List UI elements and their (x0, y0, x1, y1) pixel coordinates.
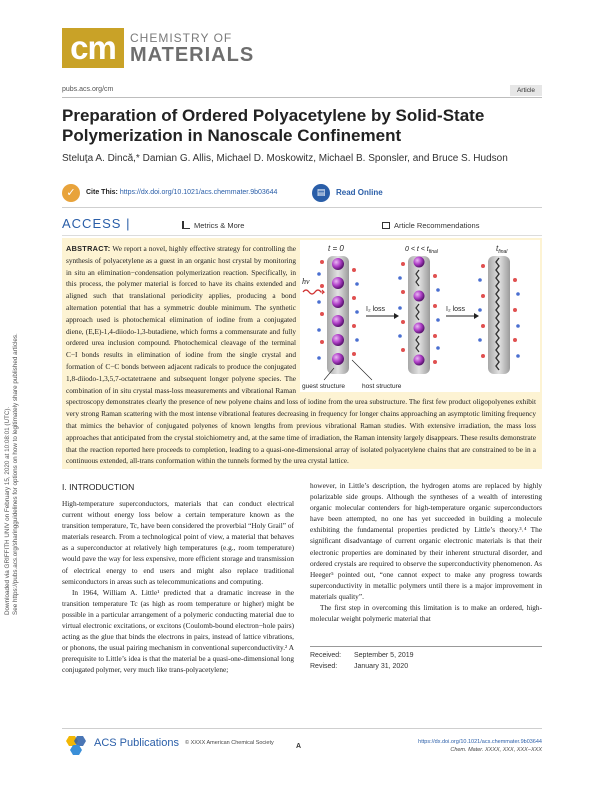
cite-label: Cite This: (86, 189, 118, 196)
intermediate-crystal (398, 256, 440, 374)
article-title: Preparation of Ordered Polyacetylene by Solid-State Polymerization in Nanoscale Confinement (62, 106, 485, 145)
footer-doi-link[interactable]: https://dx.doi.org/10.1021/acs.chemmater.9b03644 (418, 739, 542, 745)
acs-hexagon-icon (62, 734, 90, 758)
label-tmid-main: 0 < t < t (405, 246, 429, 253)
initial-crystal (317, 256, 359, 374)
cite-this (86, 189, 277, 196)
light-label: hν (302, 277, 310, 286)
copyright: © XXXX American Chemical Society (185, 740, 274, 746)
page-number: A (296, 743, 302, 750)
header-divider (62, 97, 542, 98)
body-column-right (310, 480, 542, 624)
label-tfinal (496, 244, 508, 255)
abstract-body: We report a novel, highly effective strategy for controlling the synthesis of polyacetylene as a guest in an organic host crystal by monitoring in situ an elimination−condensation polymerization reaction. Specifically, in this process, the polymer material is forced to have its chains extended and aligned such that translational periodicity applies, producing a bond alternation potential that has a symmetric double minimum. The synthetic approach used is photochemical elimination of iodine from a conjugated diene, (E,E)-1,4-diiodo-1,3-butadiene, which forms a commensurate and fully ordered urea inclusion compound. Photochemical cleavage of the terminal C−I bonds results in elimination of iodine from the single crystal and formation of C−C bonds between adjacent radicals to produce the conjugated 1,8-diiodo-1,3,5,7-octatetraene and subsequent longer polyene species. The combination of in situ crystal mass-loss measurements and vibrational Raman spectroscopy demonstrates clearly the presence of new polyene chains and loss of iodine from the urea substructure. The first few product oligopolyenes exhibit very strong Raman scattering with the most intense vibrational features decreasing in frequency for longer chains approaching an asymptotic limiting frequency that mimics the behavior of conjugated polyenes of known lengths from previous vibrational Raman studies. With extensive irradiation, the mass loss approaches that anticipated from the crystal stoichiometry and, at the same time of irradiation, the Raman intensity largely disappears. These results demonstrate that the reaction reported here proceeds to completion, leading to a quasi-one-dimensional array of isolated polyacetylene chains that are constrained to be in a continuous extended, all-trans conformation within the tunnels formed by the urea crystal lattice. (66, 244, 536, 466)
label-tfinal-sub: final (498, 249, 508, 255)
journal-name-line2: MATERIALS (130, 44, 255, 66)
intro-paragraph-3: however, in Little’s description, the hydrogen atoms are replaced by highly polarizable side groups. Although the syntheses of a wealth of interesting organic molecular contenders for high-temperature organic superconductors have been attempted, no one has yet succeeded in building a molecule exhibiting the fundamental properties predicted by Little’s theory.³˒⁴ The significant disadvantage of current organic electronic materials is that their electronic properties are dominated by their inherent structural disorder, and ordered crystals are required to observe the superconductivity phenomenon. As Heeger⁵ pointed out, “one cannot expect to make any progress towards superconductivity in metallic polymers until there is a major improvement in materials quality”. (310, 481, 542, 601)
toc-graphic (300, 240, 540, 392)
journal-url[interactable]: pubs.acs.org/cm (62, 86, 114, 93)
intro-paragraph-1: High-temperature superconductors, materials that can conduct electrical current without energy loss below a certain temperature known as the transition temperature, Tc, have been considered the proverbial “Holy Grail” of materials research. From a technological point of view, a material that behaves as a superconductor at relatively high temperatures (e.g., room temperature) would pave the way for less expensive, more efficient storage and transmission of electrical energy to end users and might also replace traditional semiconductors in areas such as telecommunications and computing. (62, 499, 294, 586)
revised-label: Revised: (310, 663, 338, 670)
intro-paragraph-2: In 1964, William A. Little¹ predicted that a dramatic increase in the transition temperature Tc (as high as room temperature or higher) might be possible in a particular arrangement of a polymeric conducting material due to virtual electronic excitations, or excitons (Coulomb-bound electron−hole pairs) acting as the glue that binds the electrons in pairs, instead of lattice vibrations, or phonons, the usual pairing mechanism in conventional superconductivity.² A prerequisite to Little’s idea is that the material be a quasi-one-dimensional long conjugated polymer, very much like trans-polyacetylene; (62, 587, 294, 675)
journal-name-line1: CHEMISTRY OF (130, 31, 233, 45)
quote-icon[interactable]: ✓ (62, 184, 80, 202)
acs-publications-logo[interactable] (62, 734, 179, 758)
iodine-loss-label-2: I₂ loss (446, 306, 466, 313)
iodine-loss-label-1: I₂ loss (366, 306, 386, 313)
read-online-button[interactable] (312, 184, 422, 202)
article-type-badge: Article (510, 85, 542, 96)
journal-header (62, 26, 542, 76)
access-label: ACCESS | (62, 216, 131, 231)
cite-bar (62, 184, 542, 204)
download-note-line2: See https://pubs.acs.org/sharingguidelines for options on how to legitimately share published articles. (12, 333, 20, 615)
label-t0: t = 0 (328, 244, 344, 253)
received-label: Received: (310, 652, 342, 659)
access-bar (62, 214, 542, 236)
journal-logo[interactable]: cm (62, 28, 124, 68)
recommendations-label: Article Recommendations (394, 221, 480, 230)
recommendations-link[interactable] (382, 221, 479, 230)
journal-reference: Chem. Mater. XXXX, XXX, XXX−XXX (450, 747, 542, 753)
intro-paragraph-4: The first step in overcoming this limitation is to make an ordered, high-molecular weight polymeric material that (310, 603, 542, 624)
metrics-link[interactable] (182, 221, 244, 230)
publisher-name: ACS Publications (94, 737, 179, 749)
iodine-loss-arrow-2 (446, 306, 479, 319)
footer-divider (62, 728, 542, 729)
history-dates (310, 646, 542, 672)
download-note-line1: Downloaded via GRIFFITH UNIV on February 15, 2020 at 10:08:01 (UTC). (4, 406, 11, 615)
label-tmid (405, 246, 439, 255)
iodine-loss-arrow-1 (366, 306, 399, 319)
label-tmid-sub: final (428, 249, 438, 255)
toc-graphic-svg (300, 240, 540, 392)
final-crystal (478, 256, 520, 374)
received-date: September 5, 2019 (354, 652, 414, 659)
metrics-label: Metrics & More (194, 221, 245, 230)
document-icon (382, 222, 390, 229)
read-online-icon: ▤ (312, 184, 330, 202)
light-wave-icon (303, 290, 321, 294)
guest-structure-label: guest structure (302, 383, 345, 390)
cite-divider (62, 207, 542, 208)
footer-doi (380, 738, 542, 754)
abstract-label: ABSTRACT: (66, 244, 111, 253)
journal-name (130, 32, 254, 65)
read-online-label: Read Online (336, 188, 383, 197)
download-note (4, 235, 26, 615)
bar-chart-icon (182, 221, 190, 229)
host-structure-label: host structure (362, 383, 402, 390)
label-tfinal-main: t (496, 244, 499, 253)
body-column-left (62, 480, 294, 676)
cite-doi-link[interactable]: https://dx.doi.org/10.1021/acs.chemmater.9b03644 (119, 189, 278, 196)
author-list: Steluţa A. Dincă,* Damian G. Allis, Michael D. Moskowitz, Michael B. Sponsler, and Bruce S. Hudson (62, 153, 508, 164)
revised-date: January 31, 2020 (354, 663, 409, 670)
introduction-heading: I. INTRODUCTION (62, 482, 135, 492)
access-divider (62, 235, 542, 236)
